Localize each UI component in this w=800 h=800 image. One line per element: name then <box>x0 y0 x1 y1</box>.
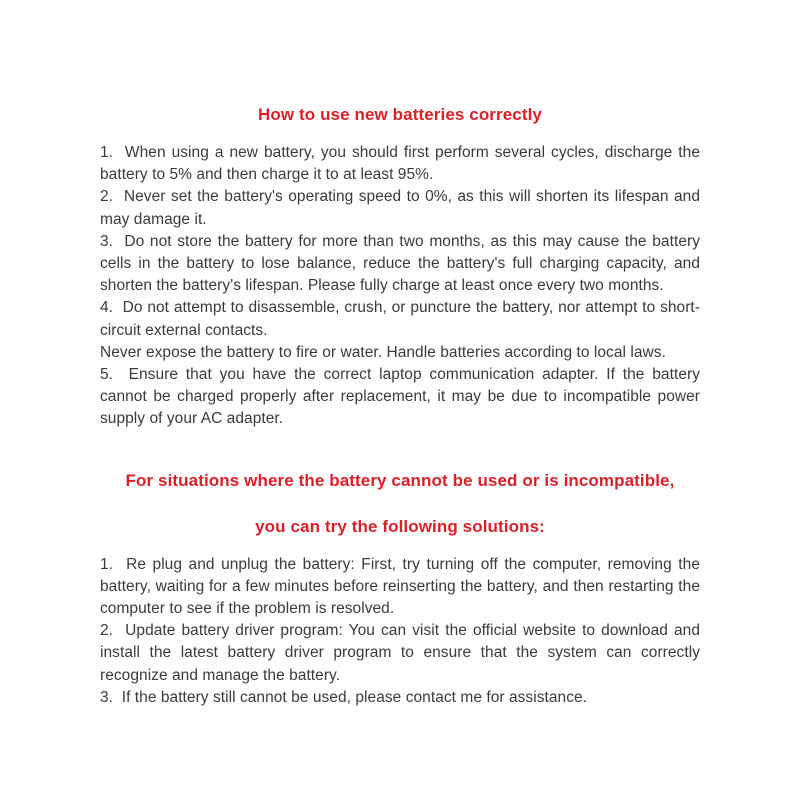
section1-heading: How to use new batteries correctly <box>258 105 542 124</box>
section1-paragraph-2: 2. Never set the battery's operating speed to 0%, as this will shorten its lifespan and may damage it. <box>100 188 700 228</box>
document-page <box>100 0 700 709</box>
section2-paragraph-2: 2. Update battery driver program: You can visit the official website to download and install the latest battery driver program to ensure that the system can correctly recognize and manage the battery. <box>100 622 700 684</box>
section1-paragraph-4: 4. Do not attempt to disassemble, crush, or puncture the battery, nor attempt to short-circuit external contacts. <box>100 299 700 339</box>
section1-paragraph-3: 3. Do not store the battery for more than two months, as this may cause the battery cells in the battery to lose balance, reduce the battery's full charging capacity, and shorten the battery's lifespan. Please fully charge at least once every two months. <box>100 232 700 295</box>
section1-paragraph-1: 1. When using a new battery, you should first perform several cycles, discharge the battery to 5% and then charge it to at least 95%. <box>100 144 700 184</box>
section1-paragraph-6: 5. Ensure that you have the correct laptop communication adapter. If the battery cannot be charged properly after replacement, it may be due to incompatible power supply of your AC adapter. <box>100 366 700 428</box>
section2-heading-line1: For situations where the battery cannot be used or is incompatible, <box>125 470 675 490</box>
section2-heading-line2: you can try the following solutions: <box>255 516 545 536</box>
section2-paragraph-3: 3. If the battery still cannot be used, please contact me for assistance. <box>100 688 588 706</box>
section1-paragraph-5: Never expose the battery to fire or water. Handle batteries according to local laws. <box>100 343 666 361</box>
section2-paragraph-1: 1. Re plug and unplug the battery: First, try turning off the computer, removing the battery, waiting for a few minutes before reinserting the battery, and then restarting the computer to see if the problem is resolved. <box>100 555 700 618</box>
